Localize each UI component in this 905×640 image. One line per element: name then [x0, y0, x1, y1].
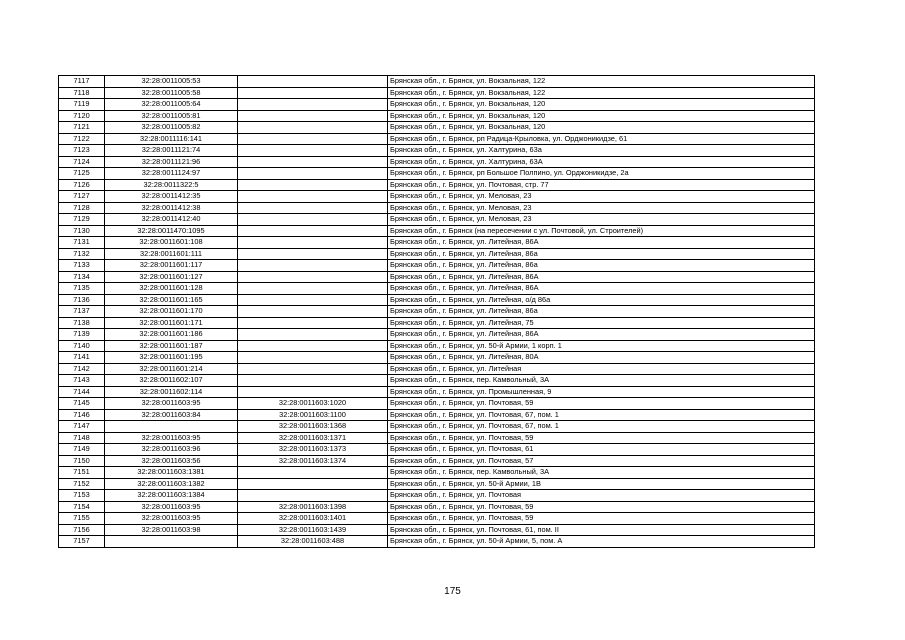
- cadastral-number-2-cell: [238, 168, 388, 180]
- table-row: [59, 536, 815, 548]
- cadastral-number-cell: 32:28:0011005:64: [105, 99, 238, 111]
- address-cell: Брянская обл., г. Брянск, рп Большое Полпино, ул. Орджоникидзе, 2а: [388, 168, 815, 180]
- cadastral-number-cell: 32:28:0011124:97: [105, 168, 238, 180]
- cadastral-number-cell: 32:28:0011601:187: [105, 340, 238, 352]
- cadastral-number-cell: 32:28:0011601:170: [105, 306, 238, 318]
- address-cell: Брянская обл., г. Брянск, пер. Камвольный, 3А: [388, 467, 815, 479]
- cadastral-number-2-cell: [238, 225, 388, 237]
- cadastral-number-2-cell: 32:28:0011603:1439: [238, 524, 388, 536]
- cadastral-number-2-cell: 32:28:0011603:488: [238, 536, 388, 548]
- table-row: [59, 294, 815, 306]
- cadastral-number-2-cell: 32:28:0011603:1371: [238, 432, 388, 444]
- cadastral-number-2-cell: 32:28:0011603:1374: [238, 455, 388, 467]
- table-row: [59, 145, 815, 157]
- row-number-cell: 7140: [59, 340, 105, 352]
- cadastral-number-2-cell: 32:28:0011603:1373: [238, 444, 388, 456]
- cadastral-number-2-cell: [238, 375, 388, 387]
- register-table: [58, 75, 815, 548]
- table-row: [59, 306, 815, 318]
- cadastral-number-2-cell: 32:28:0011603:1398: [238, 501, 388, 513]
- cadastral-number-cell: 32:28:0011601:214: [105, 363, 238, 375]
- row-number-cell: 7143: [59, 375, 105, 387]
- address-cell: Брянская обл., г. Брянск, ул. Почтовая, 57: [388, 455, 815, 467]
- table-row: [59, 490, 815, 502]
- table-row: [59, 156, 815, 168]
- table-row: [59, 260, 815, 272]
- address-cell: Брянская обл., г. Брянск, ул. Литейная, 75: [388, 317, 815, 329]
- row-number-cell: 7142: [59, 363, 105, 375]
- cadastral-number-2-cell: [238, 87, 388, 99]
- table-row: [59, 122, 815, 134]
- row-number-cell: 7134: [59, 271, 105, 283]
- cadastral-number-cell: 32:28:0011601:108: [105, 237, 238, 249]
- cadastral-number-cell: 32:28:0011005:53: [105, 76, 238, 88]
- cadastral-number-cell: 32:28:0011603:1384: [105, 490, 238, 502]
- address-cell: Брянская обл., г. Брянск (на пересечении с ул. Почтовой, ул. Строителей): [388, 225, 815, 237]
- cadastral-number-cell: 32:28:0011601:117: [105, 260, 238, 272]
- address-cell: Брянская обл., г. Брянск, ул. Литейная, 86А: [388, 237, 815, 249]
- table-row: [59, 191, 815, 203]
- cadastral-number-2-cell: [238, 202, 388, 214]
- row-number-cell: 7128: [59, 202, 105, 214]
- cadastral-number-2-cell: [238, 306, 388, 318]
- cadastral-number-2-cell: [238, 490, 388, 502]
- cadastral-number-cell: 32:28:0011603:95: [105, 398, 238, 410]
- row-number-cell: 7135: [59, 283, 105, 295]
- cadastral-number-cell: 32:28:0011322:5: [105, 179, 238, 191]
- row-number-cell: 7156: [59, 524, 105, 536]
- cadastral-number-cell: 32:28:0011412:35: [105, 191, 238, 203]
- cadastral-number-cell: 32:28:0011470:1095: [105, 225, 238, 237]
- row-number-cell: 7124: [59, 156, 105, 168]
- table-row: [59, 363, 815, 375]
- row-number-cell: 7151: [59, 467, 105, 479]
- address-cell: Брянская обл., г. Брянск, ул. Литейная, 86а: [388, 260, 815, 272]
- table-row: [59, 248, 815, 260]
- cadastral-number-cell: 32:28:0011601:171: [105, 317, 238, 329]
- table-row: [59, 202, 815, 214]
- cadastral-number-2-cell: [238, 110, 388, 122]
- address-cell: Брянская обл., г. Брянск, ул. Почтовая, 67, пом. 1: [388, 421, 815, 433]
- table-row: [59, 340, 815, 352]
- address-cell: Брянская обл., г. Брянск, ул. Почтовая, 59: [388, 513, 815, 525]
- cadastral-number-cell: 32:28:0011005:58: [105, 87, 238, 99]
- cadastral-number-cell: 32:28:0011116:141: [105, 133, 238, 145]
- row-number-cell: 7117: [59, 76, 105, 88]
- cadastral-number-2-cell: 32:28:0011603:1100: [238, 409, 388, 421]
- table-row: [59, 271, 815, 283]
- table-row: [59, 225, 815, 237]
- table-row: [59, 478, 815, 490]
- table-row: [59, 283, 815, 295]
- address-cell: Брянская обл., г. Брянск, ул. Литейная, о/д 86а: [388, 294, 815, 306]
- row-number-cell: 7131: [59, 237, 105, 249]
- row-number-cell: 7146: [59, 409, 105, 421]
- row-number-cell: 7130: [59, 225, 105, 237]
- address-cell: Брянская обл., г. Брянск, ул. Литейная, 86А: [388, 283, 815, 295]
- address-cell: Брянская обл., г. Брянск, ул. Меловая, 23: [388, 214, 815, 226]
- cadastral-number-2-cell: 32:28:0011603:1020: [238, 398, 388, 410]
- address-cell: Брянская обл., г. Брянск, ул. Меловая, 23: [388, 202, 815, 214]
- row-number-cell: 7145: [59, 398, 105, 410]
- cadastral-number-2-cell: [238, 156, 388, 168]
- cadastral-number-cell: 32:28:0011602:114: [105, 386, 238, 398]
- row-number-cell: 7139: [59, 329, 105, 341]
- row-number-cell: 7122: [59, 133, 105, 145]
- address-cell: Брянская обл., г. Брянск, ул. Литейная, 86а: [388, 248, 815, 260]
- cadastral-number-2-cell: [238, 294, 388, 306]
- cadastral-number-2-cell: [238, 329, 388, 341]
- cadastral-number-2-cell: [238, 248, 388, 260]
- row-number-cell: 7155: [59, 513, 105, 525]
- cadastral-number-2-cell: 32:28:0011603:1368: [238, 421, 388, 433]
- table-row: [59, 501, 815, 513]
- table-row: [59, 110, 815, 122]
- row-number-cell: 7157: [59, 536, 105, 548]
- address-cell: Брянская обл., г. Брянск, пер. Камвольный, 3А: [388, 375, 815, 387]
- cadastral-number-cell: 32:28:0011603:95: [105, 513, 238, 525]
- address-cell: Брянская обл., г. Брянск, ул. Вокзальная, 122: [388, 87, 815, 99]
- cadastral-number-cell: 32:28:0011121:74: [105, 145, 238, 157]
- cadastral-number-2-cell: [238, 352, 388, 364]
- table-row: [59, 513, 815, 525]
- address-cell: Брянская обл., г. Брянск, ул. 50-й Армии, 5, пом. А: [388, 536, 815, 548]
- table-row: [59, 467, 815, 479]
- cadastral-number-2-cell: 32:28:0011603:1401: [238, 513, 388, 525]
- address-cell: Брянская обл., г. Брянск, ул. Литейная, 80А: [388, 352, 815, 364]
- address-cell: Брянская обл., г. Брянск, ул. Почтовая, стр. 77: [388, 179, 815, 191]
- row-number-cell: 7154: [59, 501, 105, 513]
- table-row: [59, 237, 815, 249]
- row-number-cell: 7120: [59, 110, 105, 122]
- cadastral-number-2-cell: [238, 467, 388, 479]
- cadastral-number-2-cell: [238, 99, 388, 111]
- row-number-cell: 7153: [59, 490, 105, 502]
- row-number-cell: 7125: [59, 168, 105, 180]
- cadastral-number-cell: 32:28:0011412:38: [105, 202, 238, 214]
- cadastral-number-cell: 32:28:0011603:1382: [105, 478, 238, 490]
- page-number: 175: [444, 586, 461, 597]
- register-table-body: [59, 76, 815, 548]
- table-row: [59, 398, 815, 410]
- row-number-cell: 7138: [59, 317, 105, 329]
- row-number-cell: 7129: [59, 214, 105, 226]
- address-cell: Брянская обл., г. Брянск, ул. Промышленная, 9: [388, 386, 815, 398]
- cadastral-number-cell: 32:28:0011601:127: [105, 271, 238, 283]
- address-cell: Брянская обл., г. Брянск, ул. Почтовая, 59: [388, 398, 815, 410]
- cadastral-number-cell: 32:28:0011601:128: [105, 283, 238, 295]
- cadastral-number-cell: 32:28:0011601:111: [105, 248, 238, 260]
- cadastral-number-cell: [105, 421, 238, 433]
- table-row: [59, 76, 815, 88]
- table-row: [59, 444, 815, 456]
- cadastral-number-2-cell: [238, 340, 388, 352]
- cadastral-number-2-cell: [238, 386, 388, 398]
- row-number-cell: 7147: [59, 421, 105, 433]
- address-cell: Брянская обл., г. Брянск, ул. Почтовая, 67, пом. 1: [388, 409, 815, 421]
- cadastral-number-2-cell: [238, 133, 388, 145]
- row-number-cell: 7144: [59, 386, 105, 398]
- cadastral-number-cell: 32:28:0011005:81: [105, 110, 238, 122]
- cadastral-number-cell: 32:28:0011603:84: [105, 409, 238, 421]
- table-row: [59, 317, 815, 329]
- table-row: [59, 375, 815, 387]
- cadastral-number-2-cell: [238, 260, 388, 272]
- address-cell: Брянская обл., г. Брянск, ул. Литейная, 86а: [388, 306, 815, 318]
- table-row: [59, 99, 815, 111]
- cadastral-number-2-cell: [238, 76, 388, 88]
- row-number-cell: 7137: [59, 306, 105, 318]
- address-cell: Брянская обл., г. Брянск, ул. 50-й Армии, 1В: [388, 478, 815, 490]
- cadastral-number-2-cell: [238, 179, 388, 191]
- cadastral-number-2-cell: [238, 363, 388, 375]
- address-cell: Брянская обл., г. Брянск, ул. Почтовая, 61: [388, 444, 815, 456]
- row-number-cell: 7148: [59, 432, 105, 444]
- table-row: [59, 214, 815, 226]
- row-number-cell: 7136: [59, 294, 105, 306]
- cadastral-number-2-cell: [238, 145, 388, 157]
- cadastral-number-2-cell: [238, 237, 388, 249]
- cadastral-number-2-cell: [238, 317, 388, 329]
- table-row: [59, 352, 815, 364]
- cadastral-number-cell: 32:28:0011602:107: [105, 375, 238, 387]
- row-number-cell: 7132: [59, 248, 105, 260]
- cadastral-number-cell: 32:28:0011121:96: [105, 156, 238, 168]
- address-cell: Брянская обл., г. Брянск, ул. Почтовая, 59: [388, 432, 815, 444]
- cadastral-number-cell: 32:28:0011603:96: [105, 444, 238, 456]
- address-cell: Брянская обл., г. Брянск, ул. Вокзальная, 122: [388, 76, 815, 88]
- table-row: [59, 432, 815, 444]
- address-cell: Брянская обл., г. Брянск, ул. Вокзальная, 120: [388, 110, 815, 122]
- row-number-cell: 7123: [59, 145, 105, 157]
- cadastral-number-cell: 32:28:0011603:56: [105, 455, 238, 467]
- table-row: [59, 524, 815, 536]
- row-number-cell: 7152: [59, 478, 105, 490]
- cadastral-number-cell: 32:28:0011603:1381: [105, 467, 238, 479]
- cadastral-number-2-cell: [238, 122, 388, 134]
- address-cell: Брянская обл., г. Брянск, ул. Почтовая, 61, пом. II: [388, 524, 815, 536]
- table-row: [59, 87, 815, 99]
- row-number-cell: 7119: [59, 99, 105, 111]
- cadastral-number-2-cell: [238, 271, 388, 283]
- cadastral-number-2-cell: [238, 283, 388, 295]
- row-number-cell: 7141: [59, 352, 105, 364]
- cadastral-number-cell: 32:28:0011603:95: [105, 501, 238, 513]
- address-cell: Брянская обл., г. Брянск, ул. Литейная: [388, 363, 815, 375]
- cadastral-number-cell: 32:28:0011005:82: [105, 122, 238, 134]
- table-row: [59, 386, 815, 398]
- cadastral-number-cell: 32:28:0011601:195: [105, 352, 238, 364]
- row-number-cell: 7133: [59, 260, 105, 272]
- row-number-cell: 7126: [59, 179, 105, 191]
- address-cell: Брянская обл., г. Брянск, ул. Халтурина, 63А: [388, 156, 815, 168]
- table-row: [59, 329, 815, 341]
- row-number-cell: 7150: [59, 455, 105, 467]
- address-cell: Брянская обл., г. Брянск, ул. Почтовая: [388, 490, 815, 502]
- cadastral-number-2-cell: [238, 478, 388, 490]
- table-row: [59, 179, 815, 191]
- row-number-cell: 7127: [59, 191, 105, 203]
- table-row: [59, 168, 815, 180]
- address-cell: Брянская обл., г. Брянск, ул. Меловая, 23: [388, 191, 815, 203]
- address-cell: Брянская обл., г. Брянск, ул. Литейная, 86А: [388, 271, 815, 283]
- cadastral-number-cell: 32:28:0011412:40: [105, 214, 238, 226]
- table-row: [59, 409, 815, 421]
- cadastral-number-2-cell: [238, 214, 388, 226]
- address-cell: Брянская обл., г. Брянск, ул. Почтовая, 59: [388, 501, 815, 513]
- row-number-cell: 7149: [59, 444, 105, 456]
- address-cell: Брянская обл., г. Брянск, ул. Литейная, 86А: [388, 329, 815, 341]
- address-cell: Брянская обл., г. Брянск, ул. Халтурина, 63а: [388, 145, 815, 157]
- cadastral-number-cell: 32:28:0011603:98: [105, 524, 238, 536]
- cadastral-number-2-cell: [238, 191, 388, 203]
- address-cell: Брянская обл., г. Брянск, рп Радица-Крыловка, ул. Орджоникидзе, 61: [388, 133, 815, 145]
- cadastral-number-cell: 32:28:0011601:165: [105, 294, 238, 306]
- cadastral-number-cell: 32:28:0011601:186: [105, 329, 238, 341]
- table-row: [59, 455, 815, 467]
- row-number-cell: 7118: [59, 87, 105, 99]
- cadastral-number-cell: [105, 536, 238, 548]
- table-row: [59, 133, 815, 145]
- address-cell: Брянская обл., г. Брянск, ул. 50-й Армии, 1 корп. 1: [388, 340, 815, 352]
- table-row: [59, 421, 815, 433]
- cadastral-number-cell: 32:28:0011603:95: [105, 432, 238, 444]
- address-cell: Брянская обл., г. Брянск, ул. Вокзальная, 120: [388, 99, 815, 111]
- row-number-cell: 7121: [59, 122, 105, 134]
- address-cell: Брянская обл., г. Брянск, ул. Вокзальная, 120: [388, 122, 815, 134]
